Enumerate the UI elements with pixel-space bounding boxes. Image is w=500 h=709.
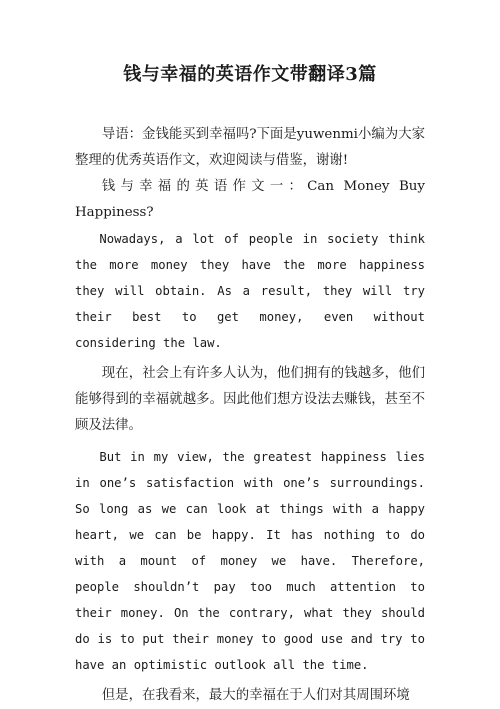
document-title: 钱与幸福的英语作文带翻译3篇 (123, 64, 377, 85)
paragraph-intro: 导语：金钱能买到幸福吗?下面是yuwenmi小编为大家整理的优秀英语作文，欢迎阅读与借鉴，谢谢! (75, 127, 425, 168)
paragraph-essay-heading: 钱与幸福的英语作文一：Can Money Buy Happiness? (75, 179, 425, 220)
paragraph-chinese-2: 但是，在我看来，最大的幸福在于人们对其周围环境 (101, 688, 410, 703)
paragraph-english-2: But in my view, the greatest happiness lies in one’s satisfaction with one’s surroundings. So long as we can look at things with a happy heart, we can be happy. It has nothing to do with a mount of money we have. Therefore, people shouldn’t pay too much attention to their money. On the contrary, what they should do is to put their money to good use and try to have an optimistic outlook all the time. (75, 450, 425, 672)
document-body (75, 122, 425, 709)
paragraph-english-1: Nowadays, a lot of people in society think the more money they have the more happiness they will obtain. As a result, they will try their best to get money, even without considering the law. (75, 232, 425, 350)
paragraph-chinese-1: 现在，社会上有许多人认为，他们拥有的钱越多，他们能够得到的幸福就越多。因此他们想方设法去赚钱，甚至不顾及法律。 (75, 366, 425, 433)
